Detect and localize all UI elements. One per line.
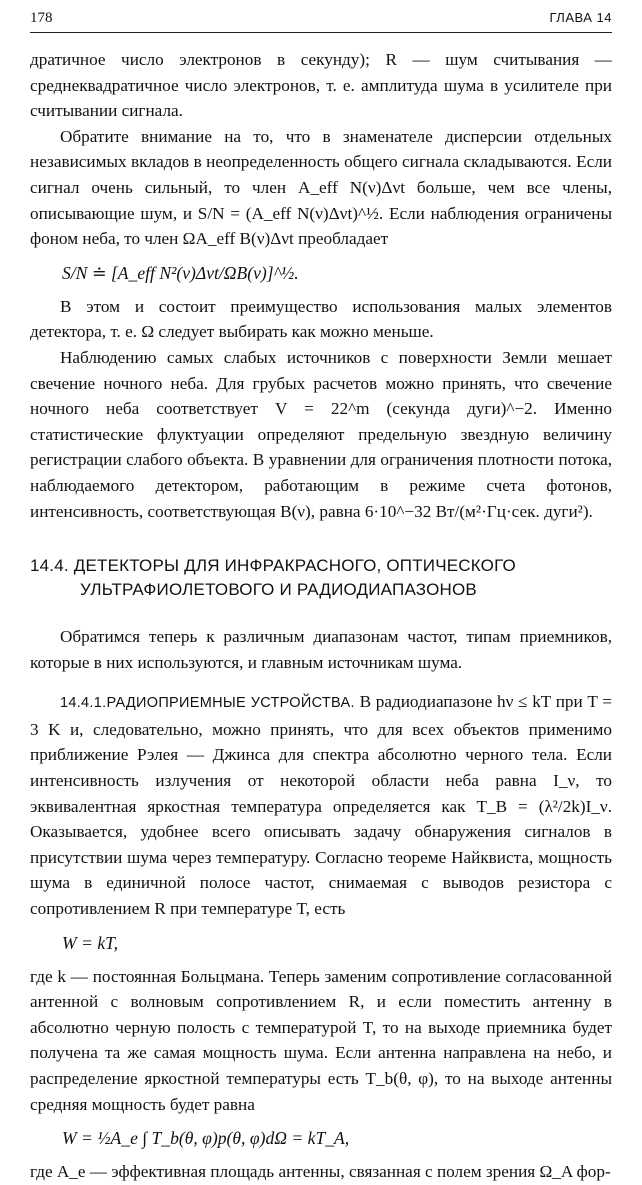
subsection-heading: 14.4.1.РАДИОПРИЕМНЫЕ УСТРОЙСТВА. [60, 695, 355, 712]
paragraph: Обратите внимание на то, что в знаменателе дисперсии отдельных независимых вкладов в неопределенность общего сигнала складываются. Если сигнал очень сильный, то член A_eff N(ν)Δνt больше, чем все члены, описывающие шум, и S/N = (A_eff N(ν)Δνt)^½. Если наблюдения ограничены фоном неба, то член ΩA_eff B(ν)Δνt преобладает [30, 126, 612, 249]
section-heading [30, 554, 612, 602]
formula: W = kT, [62, 932, 119, 953]
formula: S/N ≐ [A_eff N²(ν)Δνt/ΩB(ν)]^½. [62, 262, 299, 283]
paragraph [30, 689, 612, 921]
paragraph: В этом и состоит преимущество использования малых элементов детектора, т. е. Ω следует выбирать как можно меньше. [30, 296, 612, 342]
running-header [30, 10, 612, 32]
paragraph: Наблюдению самых слабых источников с поверхности Земли мешает свечение ночного неба. Для грубых расчетов можно принять, что свечение ночного неба соответствует V = 22^m (секунда дуги)^−2. Именно статистические флуктуации определяют предельную звездную величину регистрации слабого объекта. В уравнении для ограничения плотности потока, наблюдаемого детектором, работающим в режиме счета фотонов, интенсивность, соответствующая B(ν), равна 6·10^−32 Вт/(м²·Гц·сек. дуги²). [30, 347, 612, 521]
paragraph-text: В радиодиапазоне hν ≤ kT при T = 3 K и, следовательно, можно принять, что для всех объектов применимо приближение Рэлея — Джинса для спектра абсолютно черного тела. Если интенсивность излучения от некоторой области неба равна I_ν, то эквивалентная яркостная температура определяется как T_B = (λ²/2k)I_ν. Оказывается, удобнее всего описывать задачу обнаружения сигналов в присутствии шума через температуру. Согласно теореме Найквиста, мощность шума в единичной полосе частот, снимаемая с выводов резистора с сопротивлением R при температуре T, есть [30, 692, 612, 919]
chapter-label: ГЛАВА 14 [549, 10, 612, 25]
header-rule [30, 32, 612, 33]
paragraph: где A_e — эффективная площадь антенны, связанная с полем зрения Ω_A фор- [30, 1162, 611, 1182]
section-heading-line: УЛЬТРАФИОЛЕТОВОГО И РАДИОДИАПАЗОНОВ [80, 580, 477, 600]
page-number: 178 [30, 10, 53, 26]
paragraph: дратичное число электронов в секунду); R — шум считывания — среднеквадратичное число электронов, т. е. амплитуда шума в усилителе при считывании сигнала. [30, 50, 612, 121]
formula: W = ½A_e ∫ T_b(θ, φ)p(θ, φ)dΩ = kT_A, [62, 1128, 350, 1149]
paragraph: Обратимся теперь к различным диапазонам частот, типам приемников, которые в них используются, и главным источникам шума. [30, 627, 612, 672]
paragraph: где k — постоянная Больцмана. Теперь заменим сопротивление согласованной антенной с волновым сопротивлением R, и если поместить антенну в абсолютно черную полость с температурой T, то на выходе приемника будет получена та же самая мощность шума. Если антенна направлена на небо, и распределение яркостной температуры есть T_b(θ, φ), то на выходе антенны средняя мощность будет равна [30, 966, 612, 1114]
section-heading-line: 14.4. ДЕТЕКТОРЫ ДЛЯ ИНФРАКРАСНОГО, ОПТИЧЕСКОГО [30, 556, 516, 576]
